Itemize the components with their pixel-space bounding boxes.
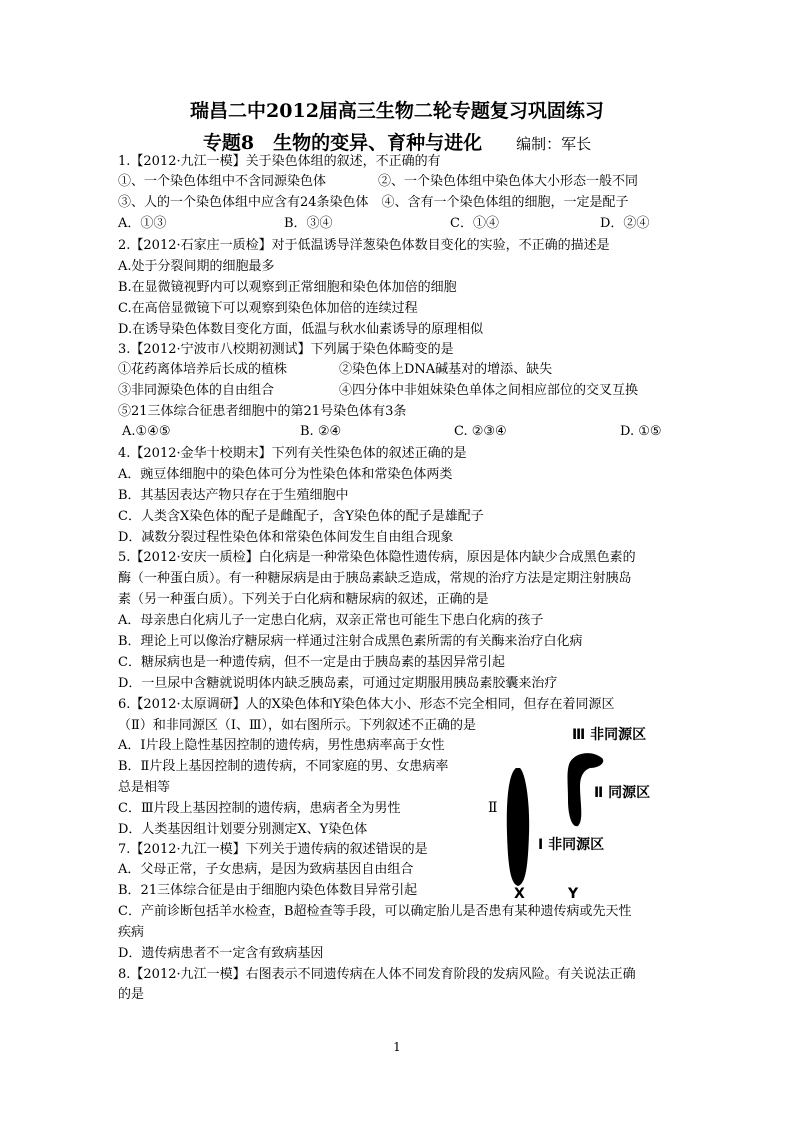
page-subtitle	[0, 128, 794, 155]
text-line: B．其基因表达产物只存在于生殖细胞中	[118, 488, 349, 503]
text-line: D．一旦尿中含糖就说明体内缺乏胰岛素，可通过定期服用胰岛素胶囊来治疗	[118, 676, 558, 691]
label-x: X	[514, 886, 525, 902]
text-line: ③非同源染色体的自由组合 ④四分体中非姐妹染色单体之间相应部位的交叉互换	[118, 383, 639, 398]
xy-chromosome-figure	[480, 724, 680, 904]
text-line: D.在诱导染色体数目变化方面，低温与秋水仙素诱导的原理相似	[118, 322, 484, 337]
text-line: ①花药离体培养后长成的植株 ②染色体上DNA碱基对的增添、缺失	[118, 362, 553, 377]
text-line: B.在显微镜视野内可以观察到正常细胞和染色体加倍的细胞	[118, 280, 457, 295]
text-line: C．产前诊断包括羊水检查，B超检查等手段，可以确定胎儿是否患有某种遗传病或先天性	[118, 904, 632, 919]
text-line: ①、一个染色体组中不含同源染色体 ②、一个染色体组中染色体大小形态一般不同	[118, 174, 639, 189]
text-line: A．豌豆体细胞中的染色体可分为性染色体和常染色体两类	[118, 467, 453, 482]
text-line: 酶（一种蛋白质）。有一种糖尿病是由于胰岛素缺乏造成，常规的治疗方法是定期注射胰岛	[118, 571, 632, 586]
answer-option: C．①④	[450, 216, 499, 231]
text-line: B．理论上可以像治疗糖尿病一样通过注射合成黑色素所需的有关酶来治疗白化病	[118, 634, 583, 649]
text-line: 5.【2012·安庆一质检】白化病是一种常染色体隐性遗传病，原因是体内缺少合成黑色素的	[118, 550, 636, 565]
author: 编制：军长	[516, 135, 592, 153]
text-line: 3.【2012·宁波市八校期初测试】下列属于染色体畸变的是	[118, 342, 454, 357]
text-line: （Ⅱ）和非同源区（Ⅰ、Ⅲ），如右图所示。下列叙述不正确的是	[118, 718, 477, 733]
page-number: 1	[393, 1040, 401, 1054]
label-region-ii-right: Ⅱ 同源区	[594, 785, 651, 801]
text-line: C．人类含X染色体的配子是雌配子，含Y染色体的配子是雄配子	[118, 509, 484, 524]
text-line: 素（另一种蛋白质）。下列关于白化病和糖尿病的叙述，正确的是	[118, 592, 489, 607]
text-line: 4.【2012·金华十校期末】下列有关性染色体的叙述正确的是	[118, 446, 467, 461]
answer-option: A．①③	[118, 216, 167, 231]
text-line: ③、人的一个染色体组中应含有24条染色体 ④、含有一个染色体组的细胞，一定是配子	[118, 195, 629, 210]
label-region-ii-left: Ⅱ	[488, 800, 498, 816]
text-line: A．父母正常，子女患病，是因为致病基因自由组合	[118, 862, 414, 877]
text-line: A.处于分裂间期的细胞最多	[118, 259, 275, 274]
text-line: A．母亲患白化病儿子一定患白化病，双亲正常也可能生下患白化病的孩子	[118, 613, 544, 628]
answer-option: B. ②④	[300, 424, 342, 439]
text-line: B．Ⅱ片段上基因控制的遗传病，不同家庭的男、女患病率	[118, 759, 449, 774]
text-line: A．Ⅰ片段上隐性基因控制的遗传病，男性患病率高于女性	[118, 738, 445, 753]
text-line: 的是	[118, 987, 145, 1002]
x-chromosome	[507, 768, 529, 886]
label-y: Y	[568, 886, 579, 902]
text-line: D．遗传病患者不一定含有致病基因	[118, 946, 324, 961]
text-line: 总是相等	[118, 780, 171, 795]
text-line: B．21三体综合征是由于细胞内染色体数目异常引起	[118, 883, 418, 898]
page-title: 瑞昌二中2012届高三生物二轮专题复习巩固练习	[190, 100, 604, 122]
chromosome-drawing	[480, 724, 680, 904]
topic-title: 专题8 生物的变异、育种与进化	[202, 132, 483, 154]
text-line: D．人类基因组计划要分别测定X、Y染色体	[118, 822, 368, 837]
text-line: 1.【2012·九江一模】关于染色体组的叙述，不正确的有	[118, 154, 441, 169]
text-line: 8.【2012·九江一模】右图表示不同遗传病在人体不同发育阶段的发病风险。有关说法正确	[118, 967, 636, 982]
label-region-i: Ⅰ 非同源区	[538, 837, 605, 853]
answer-option: D．②④	[600, 216, 650, 231]
text-line: 2.【2012·石家庄一质检】对于低温诱导洋葱染色体数目变化的实验，不正确的描述是	[118, 238, 610, 253]
answer-option: A.①④⑤	[122, 424, 171, 439]
text-line	[118, 422, 678, 442]
answer-option: D. ①⑤	[620, 424, 662, 439]
answer-option: B．③④	[284, 216, 333, 231]
text-line: 7.【2012·九江一模】下列关于遗传病的叙述错误的是	[118, 842, 428, 857]
text-line: D．减数分裂过程性染色体和常染色体间发生自由组合现象	[118, 530, 454, 545]
label-region-iii: Ⅲ 非同源区	[572, 727, 647, 743]
text-line: C．Ⅲ片段上基因控制的遗传病，患病者全为男性	[118, 801, 401, 816]
text-line: ⑤21三体综合征患者细胞中的第21号染色体有3条	[118, 404, 407, 419]
text-line: 6.【2012·太原调研】人的X染色体和Y染色体大小、形态不完全相同，但存在着同源区	[118, 697, 615, 712]
text-line: 疾病	[118, 925, 145, 940]
text-line: C．糖尿病也是一种遗传病，但不一定是由于胰岛素的基因异常引起	[118, 655, 505, 670]
text-line: C.在高倍显微镜下可以观察到染色体加倍的连续过程	[118, 301, 418, 316]
answer-option: C. ②③④	[454, 424, 507, 439]
text-line	[118, 214, 678, 234]
